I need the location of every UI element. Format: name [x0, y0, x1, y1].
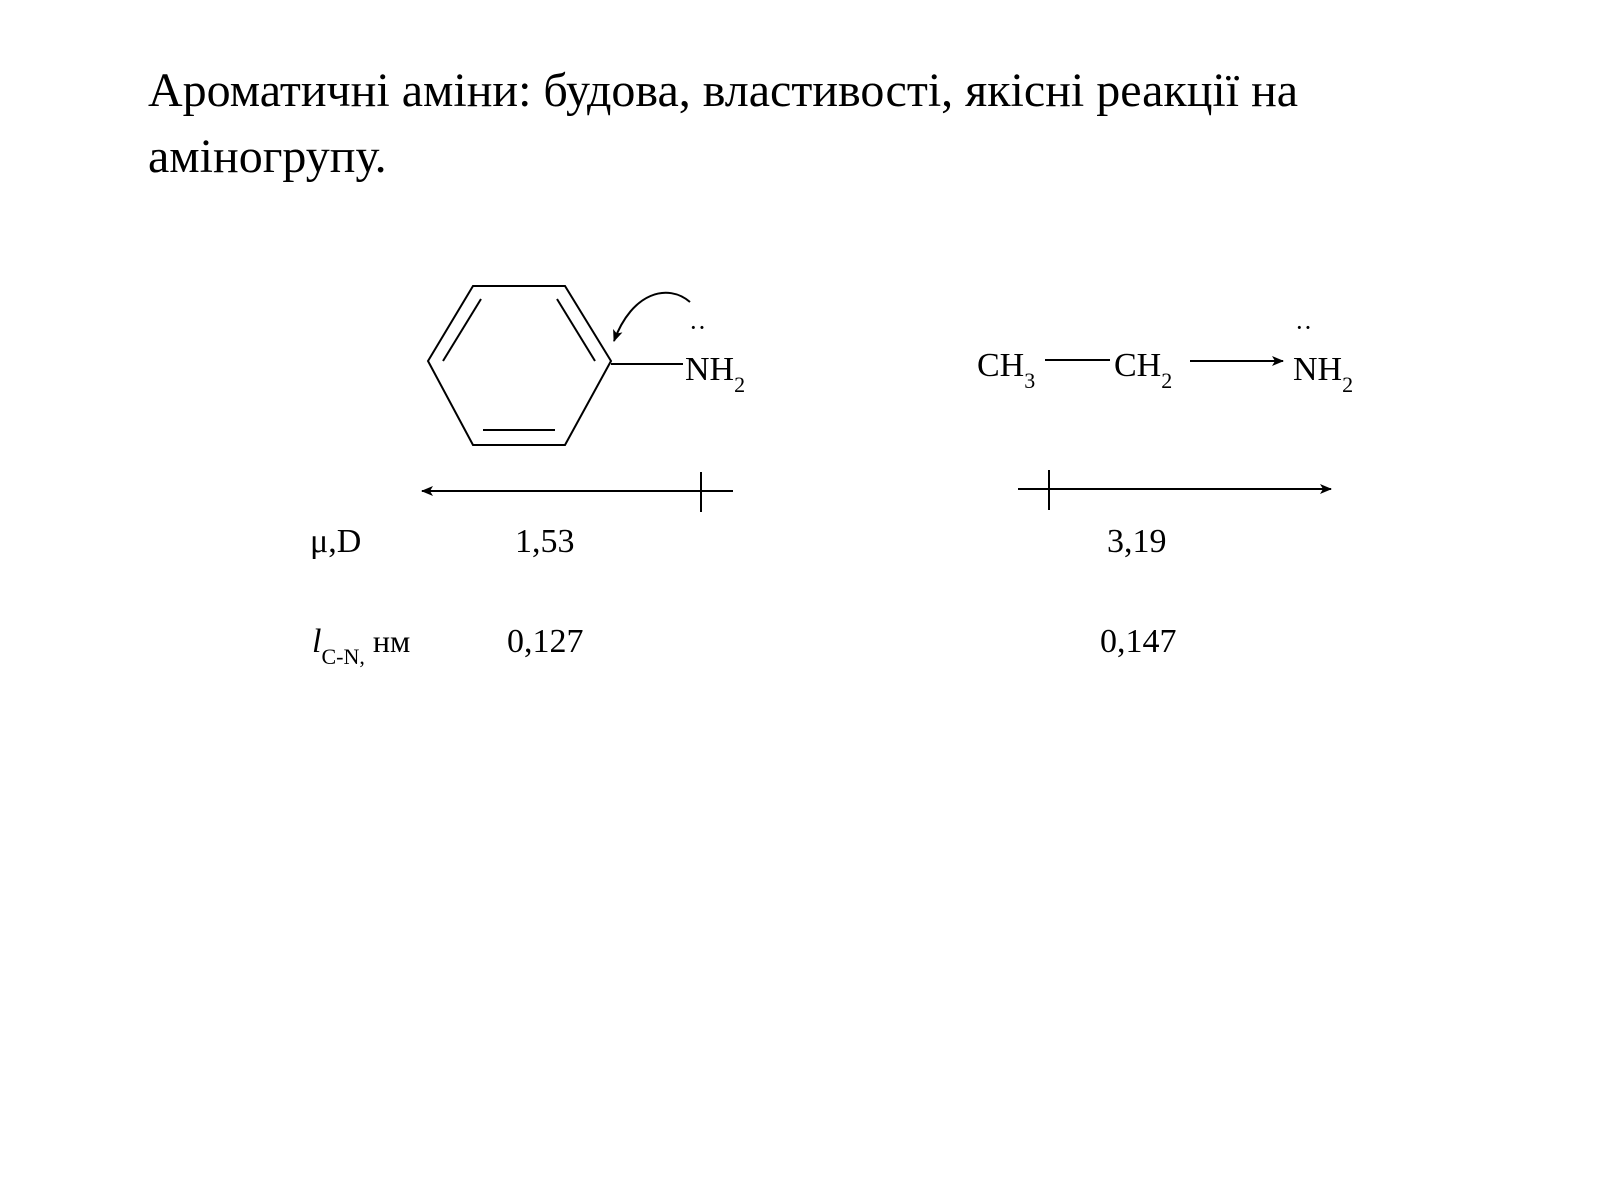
conjugation-arrow	[614, 293, 690, 341]
ch3-group: $CH_3$	[977, 347, 1036, 393]
benzene-double-bond	[443, 299, 481, 361]
ethylamine-dipole-vector	[1018, 470, 1331, 510]
ethylamine-bond-length-value: 0,147	[1100, 623, 1177, 660]
ethylamine-structure	[977, 313, 1353, 397]
aniline-structure	[428, 286, 745, 445]
bond-length-label: $l_{C-N,}$ нм	[312, 623, 411, 669]
aniline-amine-group: $NH_2$	[685, 351, 746, 397]
benzene-ring	[428, 286, 611, 445]
aniline-lone-pair: ··	[689, 313, 707, 342]
aniline-dipole-vector	[422, 472, 733, 512]
ch2-group: $CH_2$	[1114, 347, 1173, 393]
ethylamine-lone-pair: ··	[1295, 313, 1313, 342]
dipole-moment-label: μ,D	[310, 523, 362, 560]
ethylamine-dipole-value: 3,19	[1107, 523, 1167, 560]
benzene-double-bond	[557, 299, 595, 361]
aniline-bond-length-value: 0,127	[507, 623, 584, 660]
aniline-dipole-value: 1,53	[515, 523, 575, 560]
ethylamine-amine-group: $NH_2$	[1293, 351, 1354, 397]
slide-title: Ароматичні аміни: будова, властивості, якісні реакції на аміногрупу.	[148, 64, 1299, 183]
